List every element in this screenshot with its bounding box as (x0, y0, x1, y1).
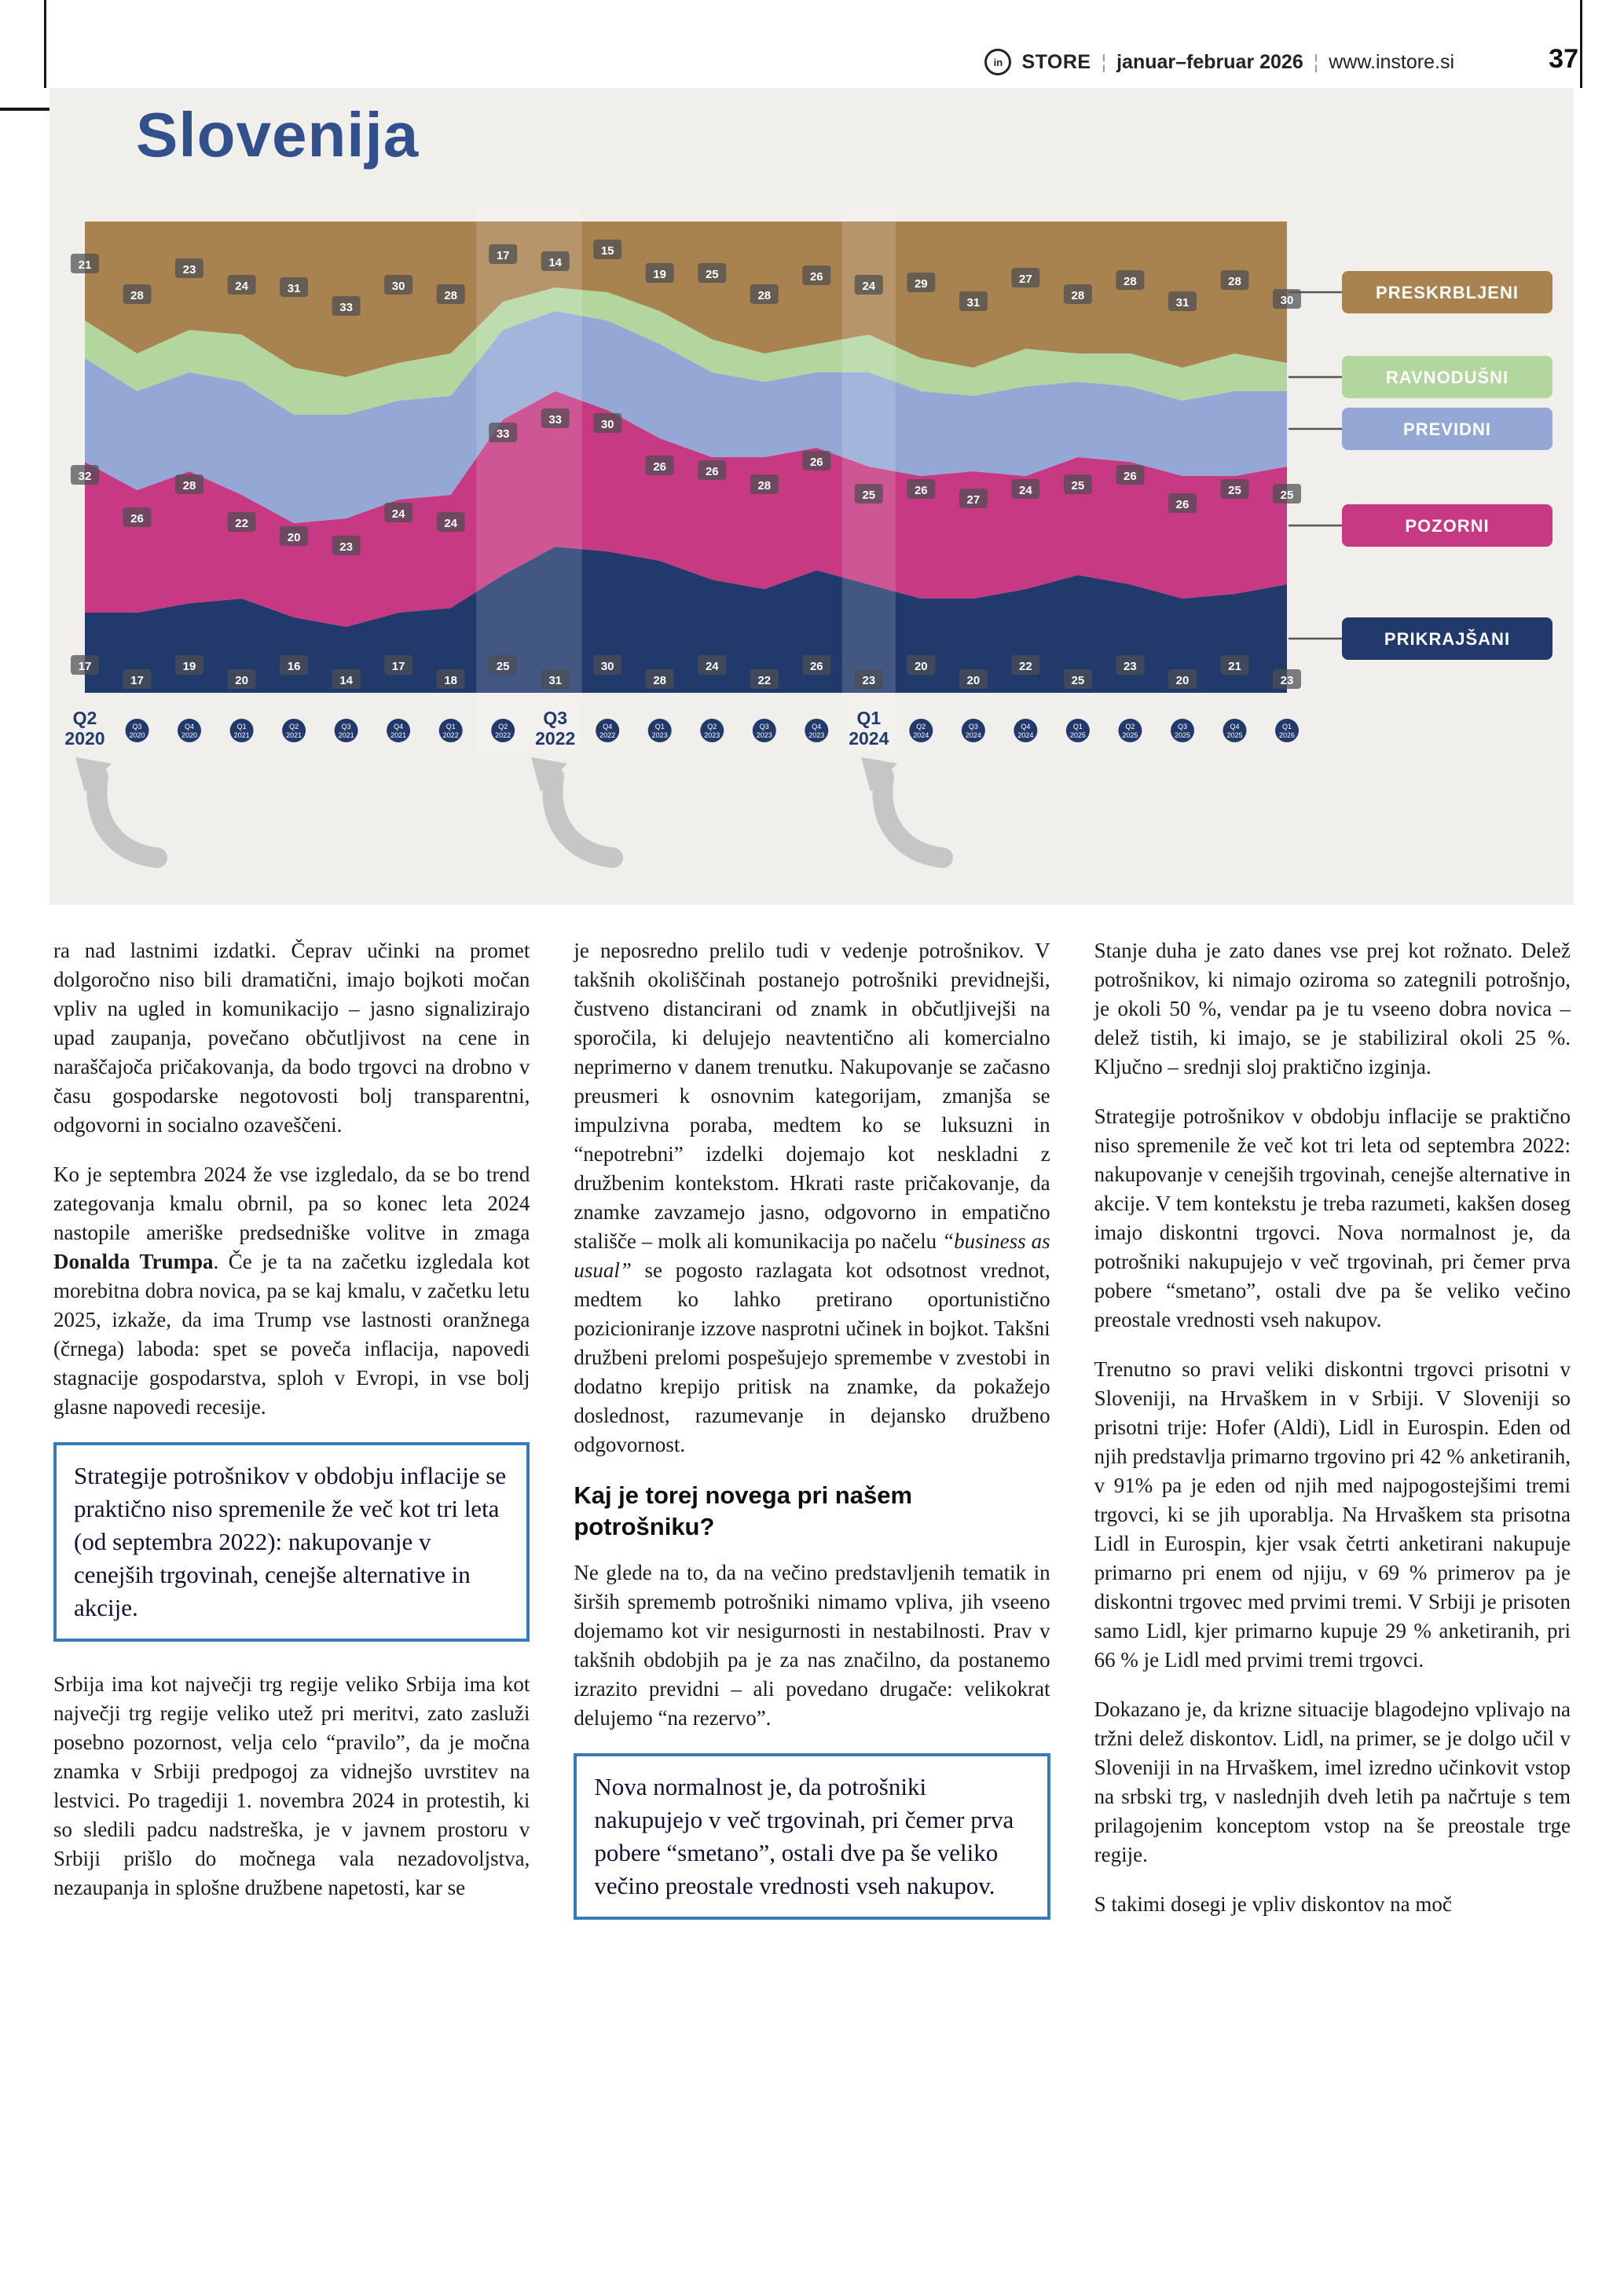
issue-date: januar–februar 2026 (1116, 50, 1303, 73)
svg-text:29: 29 (914, 277, 928, 291)
svg-text:21: 21 (78, 258, 92, 272)
svg-text:2023: 2023 (704, 731, 720, 739)
chart-panel (49, 88, 1574, 905)
value-chip (228, 669, 256, 689)
axis-label-minor (1014, 719, 1037, 742)
svg-text:2022: 2022 (535, 728, 576, 749)
axis-label-minor (178, 719, 201, 742)
paragraph-text: . Če je ta na začetku izgledala kot morebitna dobra novica, pa se kaj kmalu, v začetku letu 2025, izkaže, da ima Trump vse lastnosti oranžnega (črnega) laboda: spet se poveča inflacija, napovedi stagnacije gospodarstva, sploh v Evropi, in vse bolj glasne napovedi recesije. (53, 1250, 530, 1419)
value-chip (541, 251, 570, 271)
svg-text:Q2: Q2 (707, 723, 717, 731)
value-chip (489, 244, 517, 264)
svg-text:28: 28 (1071, 289, 1085, 302)
value-chip (802, 451, 830, 471)
svg-text:25: 25 (496, 660, 510, 673)
svg-text:Q4: Q4 (1021, 723, 1031, 731)
svg-text:26: 26 (705, 465, 719, 478)
website-url: www.instore.si (1329, 50, 1454, 73)
paragraph-text: je neposredno prelilo tudi v vedenje potrošnikov. V takšnih okoliščinah postanejo potrošniki previdnejši, čustveno distancirani od znamk in občutljivejši na sporočila, ki delujejo neavtentično ali komercialno neprimerno v danem trenutku. Nakupovanje se začasno preusmeri k osnovnim kategorijam, zmanjša se impulzivna poraba, medtem ko se luksuzni in “nepotrebni” izdelki dojemajo kot neskladni z družbenim kontekstom. Hkrati raste pričakovanje, da znamke zavzamejo jasno, odgovorno in empatično stališče – molk ali komunikacija po načelu (574, 939, 1050, 1253)
svg-text:2022: 2022 (495, 731, 511, 739)
axis-label-minor (753, 719, 776, 742)
value-chip (489, 655, 517, 675)
svg-text:30: 30 (1280, 294, 1294, 307)
value-chip (646, 669, 674, 689)
value-chip (593, 240, 621, 259)
paragraph: Stanje duha je zato danes vse prej kot rožnato. Delež potrošnikov, ki nimajo oziroma so zategnili potrošnjo, je okoli 50 %, vendar pa je tu vseeno dobra novica – delež tistih, ki imajo, se je stabiliziral okoli 25 %. Ključno – srednji sloj praktično izginja. (1094, 939, 1571, 1078)
svg-text:Q1: Q1 (856, 708, 882, 728)
value-chip (71, 465, 99, 485)
svg-text:20: 20 (287, 531, 301, 544)
value-chip (698, 655, 726, 675)
value-chip (1011, 655, 1039, 675)
svg-text:2020: 2020 (64, 728, 105, 749)
svg-text:20: 20 (966, 674, 981, 687)
svg-text:24: 24 (235, 280, 248, 293)
value-chip (123, 284, 152, 304)
value-chip (384, 503, 412, 522)
value-chip (1221, 479, 1249, 499)
value-chip (123, 507, 152, 527)
axis-label-minor (962, 719, 985, 742)
svg-text:28: 28 (757, 289, 772, 302)
axis-label-minor (282, 719, 306, 742)
svg-text:2025: 2025 (1122, 731, 1138, 739)
svg-text:19: 19 (182, 660, 196, 673)
chart-title: Slovenija (136, 100, 420, 170)
value-chip (802, 265, 830, 285)
svg-text:32: 32 (78, 470, 92, 483)
svg-text:Q2: Q2 (289, 723, 299, 731)
svg-text:31: 31 (548, 674, 563, 687)
value-chip (750, 669, 779, 689)
axis-label-minor (909, 719, 933, 742)
value-chip (228, 275, 256, 295)
svg-text:24: 24 (444, 517, 458, 530)
magazine-logo: STORE (1021, 50, 1091, 73)
svg-text:2025: 2025 (1069, 731, 1086, 739)
axis-label-minor (1066, 719, 1090, 742)
svg-text:2026: 2026 (1278, 731, 1296, 739)
value-chip (907, 655, 935, 675)
value-chip (437, 669, 465, 689)
svg-text:2021: 2021 (390, 731, 407, 739)
value-chip (646, 263, 674, 283)
paragraph-text: Ko je septembra 2024 že vse izgledalo, da se bo trend zategovanja kmalu obrnil, pa so konec leta 2024 nastopile ameriške predsedniške volitve in zmaga (53, 1163, 530, 1244)
svg-text:28: 28 (182, 479, 196, 493)
axis-label-minor (1118, 719, 1142, 742)
svg-text:16: 16 (287, 660, 301, 673)
svg-text:2025: 2025 (1174, 731, 1191, 739)
legend-label (1342, 271, 1553, 313)
svg-text:Q3: Q3 (132, 723, 142, 731)
value-chip (332, 536, 361, 555)
value-chip (123, 669, 152, 689)
svg-text:Q4: Q4 (812, 723, 822, 731)
legend-label (1342, 617, 1553, 660)
value-chip (1221, 655, 1249, 675)
paragraph: S takimi dosegi je vpliv diskontov na moč (1094, 1892, 1452, 1916)
svg-text:14: 14 (339, 674, 353, 687)
page-header (984, 49, 1454, 75)
svg-text:Q3: Q3 (341, 723, 351, 731)
crop-mark (1580, 0, 1582, 88)
swoosh-arrow-icon (531, 757, 613, 858)
svg-text:14: 14 (548, 256, 563, 269)
svg-text:2023: 2023 (756, 731, 772, 739)
svg-text:33: 33 (496, 427, 510, 441)
svg-text:2024: 2024 (965, 731, 981, 739)
value-chip (71, 655, 99, 675)
svg-text:2024: 2024 (913, 731, 929, 739)
value-chip (646, 456, 674, 475)
svg-text:17: 17 (78, 660, 92, 673)
axis-label-minor (700, 719, 724, 742)
svg-text:26: 26 (809, 456, 823, 469)
value-chip (698, 263, 726, 283)
svg-text:24: 24 (391, 507, 405, 521)
svg-text:Q2: Q2 (72, 708, 97, 728)
axis-label-minor (491, 719, 515, 742)
svg-text:23: 23 (182, 263, 196, 276)
value-chip (1168, 493, 1197, 513)
stacked-area-chart-svg (61, 190, 1562, 889)
value-chip (384, 655, 412, 675)
axis-label-minor (230, 719, 254, 742)
svg-text:Q2: Q2 (498, 723, 508, 731)
svg-text:27: 27 (966, 493, 981, 507)
svg-text:25: 25 (1071, 479, 1085, 493)
svg-text:2022: 2022 (442, 731, 459, 739)
axis-label-minor (439, 719, 463, 742)
paragraph: Ne glede na to, da na večino predstavljenih tematik in širših sprememb potrošniki nimamo vpliva, jih vseeno dojemamo kot vir nesigurnosti in nestabilnosti. Prav v takšnih obdobjih pa je za nas značilno, da postanemo izrazito previdni – ali povedano drugače: velikokrat delujemo “na rezervo”. (574, 1561, 1050, 1730)
italic-text: “business as usual” (574, 1229, 1050, 1282)
svg-text:PREVIDNI: PREVIDNI (1403, 419, 1491, 439)
svg-text:Q3: Q3 (759, 723, 769, 731)
svg-text:19: 19 (653, 268, 667, 281)
svg-text:2021: 2021 (338, 731, 354, 739)
svg-text:30: 30 (600, 418, 614, 431)
value-chip (959, 489, 988, 508)
axis-label-minor (805, 719, 828, 742)
svg-text:2023: 2023 (808, 731, 825, 739)
svg-text:22: 22 (1019, 660, 1032, 673)
svg-text:25: 25 (1228, 484, 1241, 497)
value-chip (437, 284, 465, 304)
svg-text:PRIKRAJŠANI: PRIKRAJŠANI (1384, 629, 1511, 649)
svg-text:Q2: Q2 (916, 723, 926, 731)
swoosh-arrow-icon (861, 757, 943, 858)
axis-label-major (64, 708, 104, 749)
value-chip (802, 655, 830, 675)
svg-text:18: 18 (444, 674, 458, 687)
svg-text:Q1: Q1 (1281, 723, 1292, 731)
value-chip (593, 655, 621, 675)
article-columns (53, 936, 1571, 2284)
svg-text:Q3: Q3 (543, 708, 568, 728)
svg-text:Q4: Q4 (603, 723, 613, 731)
section-heading: Kaj je torej novega pri našem potrošniku? (574, 1481, 913, 1540)
svg-text:Q1: Q1 (1072, 723, 1083, 731)
svg-text:2021: 2021 (233, 731, 250, 739)
svg-text:26: 26 (809, 660, 823, 673)
svg-text:2021: 2021 (286, 731, 302, 739)
swoosh-arrow-icon (75, 757, 157, 858)
paragraph (574, 936, 1050, 1459)
value-chip (228, 512, 256, 532)
svg-text:2023: 2023 (651, 731, 668, 739)
svg-text:28: 28 (130, 289, 144, 302)
value-chip (1064, 669, 1092, 689)
axis-label-minor (648, 719, 672, 742)
axis-label-minor (1275, 719, 1299, 742)
svg-text:24: 24 (862, 280, 876, 293)
svg-text:23: 23 (1124, 660, 1137, 673)
svg-text:21: 21 (1228, 660, 1241, 673)
value-chip (959, 291, 988, 311)
axis-label-minor (387, 719, 410, 742)
value-chip (280, 277, 308, 297)
value-chip (907, 479, 935, 499)
svg-text:24: 24 (1019, 484, 1032, 497)
svg-text:20: 20 (1175, 674, 1190, 687)
value-chip (1011, 268, 1039, 287)
value-chip (332, 669, 361, 689)
svg-text:2020: 2020 (129, 731, 145, 739)
value-chip (855, 275, 883, 295)
value-chip (175, 655, 203, 675)
svg-text:17: 17 (130, 674, 144, 687)
axis-label-minor (1223, 719, 1247, 742)
svg-text:28: 28 (444, 289, 458, 302)
svg-text:2025: 2025 (1226, 731, 1243, 739)
svg-text:26: 26 (653, 460, 667, 474)
svg-text:Q2: Q2 (1125, 723, 1135, 731)
value-chip (280, 655, 308, 675)
svg-text:2020: 2020 (181, 731, 198, 739)
svg-text:31: 31 (966, 296, 981, 309)
value-chip (71, 254, 99, 273)
svg-text:26: 26 (1175, 498, 1190, 511)
value-chip (1064, 284, 1092, 304)
text-column-3 (1094, 936, 1571, 2284)
paragraph: ra nad lastnimi izdatki. Čeprav učinki na promet dolgoročno niso bili dramatični, imajo bojkoti močan vpliv na ugled in komunikacijo – jasno signalizirajo upad zaupanja, povečano občutljivost na cene in naraščajoča pričakovanja, da bodo trgovci na drobno v času gospodarske negotovosti bolj transparentni, odgovorni in socialno ozaveščeni. (53, 939, 530, 1137)
paragraph (53, 1160, 530, 1422)
value-chip (541, 669, 570, 689)
svg-text:RAVNODUŠNI: RAVNODUŠNI (1385, 368, 1509, 387)
svg-text:23: 23 (339, 540, 353, 554)
svg-text:20: 20 (914, 660, 928, 673)
value-chip (1168, 291, 1197, 311)
value-chip (855, 669, 883, 689)
svg-text:2022: 2022 (599, 731, 616, 739)
svg-text:23: 23 (1280, 674, 1294, 687)
value-chip (541, 408, 570, 428)
value-chip (280, 526, 308, 546)
svg-text:30: 30 (600, 660, 614, 673)
svg-text:Q1: Q1 (236, 723, 247, 731)
svg-text:27: 27 (1019, 273, 1032, 286)
svg-text:33: 33 (339, 301, 353, 314)
value-chip (489, 423, 517, 442)
svg-text:26: 26 (914, 484, 928, 497)
value-chip (175, 474, 203, 494)
page-number: 37 (1549, 44, 1578, 74)
value-chip (1116, 655, 1144, 675)
svg-text:Q4: Q4 (394, 723, 404, 731)
svg-text:Q1: Q1 (445, 723, 456, 731)
paragraph: Strategije potrošnikov v obdobju inflacije se praktično niso spremenile že več kot tri leta od septembra 2022: nakupovanje v cenejših trgovinah, cenejše alternative in akcije. V tem kontekstu je treba razumeti, kakšen doseg imajo diskontni trgovci. Nova normalnost je, da potrošniki nakupujejo v več trgovinah, pri čemer prva pobere “smetano”, ostali dve pa še veliko večino preostale vrednosti vseh nakupov. (1094, 1104, 1571, 1331)
value-chip (1064, 474, 1092, 494)
instore-logo-icon: in (984, 49, 1011, 75)
value-chip (1116, 465, 1144, 485)
value-chip (1116, 270, 1144, 290)
svg-text:POZORNI: POZORNI (1405, 516, 1490, 536)
value-chip (1011, 479, 1039, 499)
axis-label-minor (1171, 719, 1194, 742)
value-chip (437, 512, 465, 532)
value-chip (332, 296, 361, 316)
header-separator: ¦ (1313, 50, 1319, 73)
svg-text:28: 28 (1228, 275, 1241, 288)
legend-label (1342, 504, 1553, 547)
svg-text:17: 17 (496, 249, 510, 262)
svg-text:31: 31 (287, 282, 301, 295)
svg-text:26: 26 (1124, 470, 1137, 483)
text-column-2 (574, 936, 1050, 2284)
svg-text:23: 23 (862, 674, 876, 687)
svg-text:Q4: Q4 (1230, 723, 1240, 731)
axis-label-minor (126, 719, 149, 742)
value-chip (1221, 270, 1249, 290)
svg-text:25: 25 (862, 489, 876, 502)
svg-text:28: 28 (1124, 275, 1137, 288)
value-chip (1168, 669, 1197, 689)
bold-text: Donalda Trumpa (53, 1250, 214, 1273)
stacked-area-chart (61, 190, 1562, 889)
value-chip (855, 484, 883, 504)
svg-text:26: 26 (130, 512, 144, 525)
axis-label-minor (596, 719, 619, 742)
svg-text:24: 24 (705, 660, 719, 673)
svg-text:PRESKRBLJENI: PRESKRBLJENI (1376, 283, 1519, 302)
paragraph: Trenutno so pravi veliki diskontni trgovci prisotni v Sloveniji, na Hrvaškem in v Srbiji. V Sloveniji so prisotni trije: Hofer (Aldi), Lidl in Eurospin. Eden od njih predstavlja primarno trgovino pri 42 % anketiranih, v 91% pa je eden od njih med najpogostejšimi tremi trgovci, ki se jih uporablja. Na Hrvaškem sta prisotna Lidl in Eurospin, kjer vsak četrti anketirani nakupuje primarno pri enem od njiju, v 69 % primerov pa je diskontni trgovec med prvimi tremi. V Srbiji je prisoten samo Lidl, kjer primarno kupuje 29 % anketiranih, pri 66 % je Lidl med prvimi tremi trgovci. (1094, 1357, 1571, 1672)
legend-label (1342, 356, 1553, 398)
svg-text:33: 33 (548, 413, 563, 427)
svg-text:31: 31 (1175, 296, 1190, 309)
svg-text:2024: 2024 (849, 728, 889, 749)
value-chip (959, 669, 988, 689)
text-column-1 (53, 936, 530, 2284)
value-chip (907, 273, 935, 292)
svg-text:26: 26 (809, 270, 823, 284)
svg-text:22: 22 (757, 674, 772, 687)
value-chip (1273, 669, 1301, 689)
value-chip (750, 284, 779, 304)
svg-text:30: 30 (391, 280, 405, 293)
paragraph-text: se pogosto razlagata kot odsotnost vrednot, medtem ko lahko pretirano oportunistično pozicioniranje izzove nasprotni učinek in bojkot. Takšni družbeni prelomi pospešujejo spremembe v zvestobi in dodatno krepijo pritisk na znamke, da pokažejo doslednost, razumevanje in dejansko družbeno odgovornost. (574, 1258, 1050, 1456)
svg-text:28: 28 (757, 479, 772, 493)
svg-text:2024: 2024 (1017, 731, 1034, 739)
svg-text:Q3: Q3 (968, 723, 978, 731)
svg-text:25: 25 (705, 268, 719, 281)
svg-text:22: 22 (235, 517, 248, 530)
value-chip (384, 275, 412, 295)
svg-text:17: 17 (391, 660, 405, 673)
paragraph: Srbija ima kot največji trg regije veliko Srbija ima kot največji trg regije veliko utež pri meritvi, zato zasluži posebno pozornost, velja celo “pravilo”, da je močna znamka v Srbiji predpogoj za vidnejšo uvrstitev na lestvici. Po tragediji 1. novembra 2024 in protestih, ki so sledili padcu nadstreška, je v javnem prostoru v Srbiji prišlo do močnega vala nezadovoljstva, nezaupanja in splošne družbene napetosti, kar se (53, 1672, 530, 1899)
value-chip (698, 460, 726, 480)
svg-text:20: 20 (235, 674, 248, 687)
legend-label (1342, 408, 1553, 450)
crop-mark (44, 0, 46, 88)
svg-text:Q1: Q1 (654, 723, 665, 731)
svg-text:28: 28 (653, 674, 667, 687)
svg-text:15: 15 (600, 244, 614, 258)
value-chip (1273, 484, 1301, 504)
value-chip (593, 413, 621, 433)
svg-text:25: 25 (1280, 489, 1294, 502)
svg-text:Q4: Q4 (184, 723, 195, 731)
svg-text:25: 25 (1071, 674, 1085, 687)
axis-label-minor (335, 719, 358, 742)
value-chip (175, 258, 203, 278)
header-separator: ¦ (1101, 50, 1107, 73)
callout-box: Nova normalnost je, da potrošniki nakupujejo v več trgovinah, pri čemer prva pobere “smetano”, ostali dve pa še veliko večino preostale vrednosti vseh nakupov. (574, 1753, 1050, 1920)
value-chip (750, 474, 779, 494)
svg-text:Q3: Q3 (1177, 723, 1188, 731)
callout-box: Strategije potrošnikov v obdobju inflacije se praktično niso spremenile že več kot tri leta (od septembra 2022): nakupovanje v cenejših trgovinah, cenejše alternative in akcije. (53, 1442, 530, 1642)
paragraph: Dokazano je, da krizne situacije blagodejno vplivajo na tržni delež diskontov. Lidl, na primer, se je dolgo učil v Sloveniji in na Hrvaškem, imel izredno učinkovit vstop na srbski trg, v naslednjih dveh letih pa načrtuje s tem prilagojenim konceptom vstop na še preostale trge regije. (1094, 1697, 1571, 1866)
